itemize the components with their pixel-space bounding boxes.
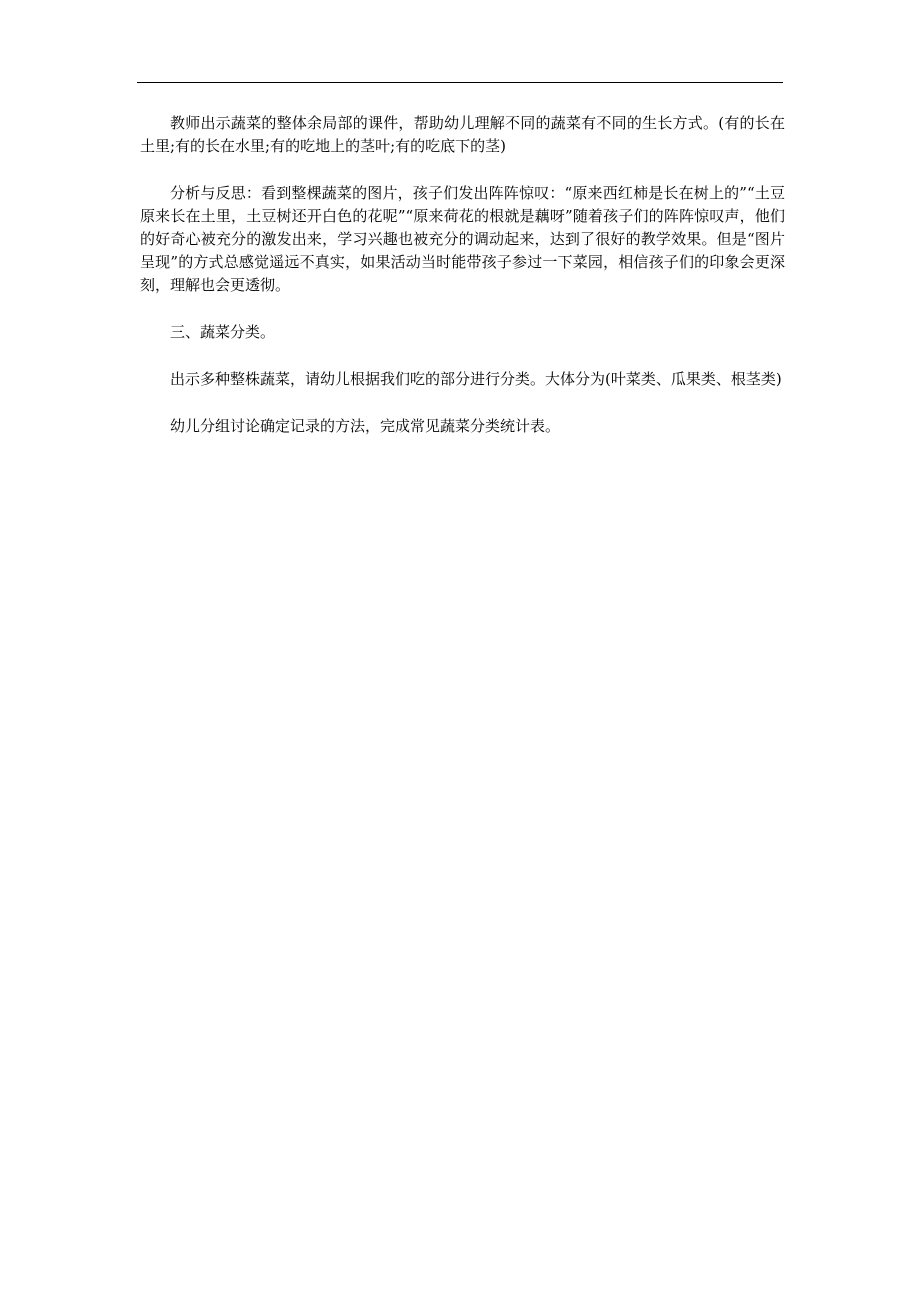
header-rule (137, 82, 783, 83)
section-heading-vegetable-classification: 三、蔬菜分类。 (170, 323, 276, 341)
paragraph-analysis-reflection: 分析与反思：看到整棵蔬菜的图片，孩子们发出阵阵惊叹：“原来西红柿是长在树上的”“土豆原来长在土里，土豆树还开白色的花呢”“原来荷花的根就是藕呀”随着孩子们的阵阵惊叹声，他们的好奇心被充分的激发出来，学习兴趣也被充分的调动起来，达到了很好的教学效果。但是“图片呈现”的方式总感觉遥远不真实，如果活动当时能带孩子参过一下菜园，相信孩子们的印象会更深刻，理解也会更透彻。 (140, 184, 785, 294)
paragraph-courseware: 教师出示蔬菜的整体余局部的课件，帮助幼儿理解不同的蔬菜有不同的生长方式。(有的长在土里;有的长在水里;有的吃地上的茎叶;有的吃底下的茎) (140, 114, 785, 155)
paragraph-group-discussion: 幼儿分组讨论确定记录的方法，完成常见蔬菜分类统计表。 (170, 417, 561, 435)
document-body (140, 112, 785, 462)
paragraph-classification-instructions: 出示多种整株蔬菜，请幼儿根据我们吃的部分进行分类。大体分为(叶菜类、瓜果类、根茎类) (170, 370, 782, 388)
